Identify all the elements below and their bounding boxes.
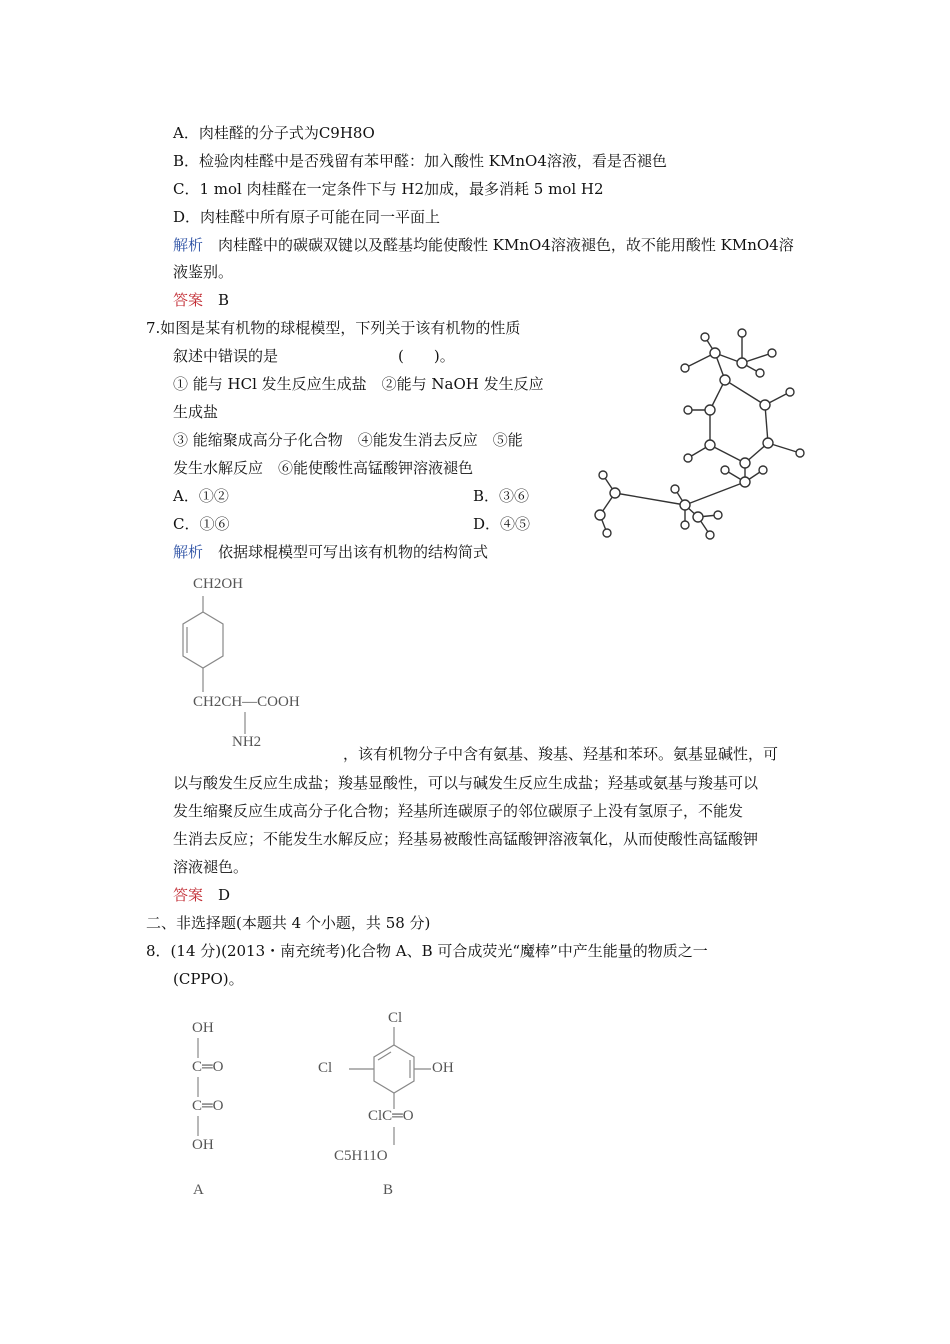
struct-nh2: NH2 <box>232 734 262 750</box>
q6-option-d: D．肉桂醛中所有原子可能在同一平面上 <box>173 208 441 226</box>
compound-a-label: A <box>193 1182 204 1198</box>
compound-a-carbonyl-2: C═O <box>192 1098 224 1114</box>
analysis-label: 解析 <box>173 543 204 561</box>
q7-option-d: D．④⑤ <box>473 515 531 533</box>
compound-a-oh-bottom: OH <box>192 1137 214 1153</box>
q6-option-a: A．肉桂醛的分子式为C9H8O <box>173 124 375 142</box>
q6-option-c: C．1 mol 肉桂醛在一定条件下与 H2加成，最多消耗 5 mol H2 <box>173 180 604 198</box>
compound-a-carbonyl-1: C═O <box>192 1059 224 1075</box>
q7-stem-line-2: 叙述中错误的是 ( )。 <box>173 347 455 365</box>
compound-b-label: B <box>383 1182 394 1198</box>
compound-b-acyl-chloride: ClC═O <box>368 1108 414 1124</box>
compound-b-cl-left: Cl <box>318 1060 333 1076</box>
q7-analysis-line-1: ，该有机物分子中含有氨基、羧基、羟基和苯环。氨基显碱性，可 <box>343 745 779 763</box>
struct-chain: CH2CH—COOH <box>193 694 300 710</box>
amine-bond <box>235 712 255 736</box>
compound-b-ring <box>335 1025 435 1150</box>
q7-option-c: C．①⑥ <box>173 515 230 533</box>
compound-a-bonds <box>190 1036 210 1138</box>
compound-b-cl-top: Cl <box>388 1010 403 1026</box>
q6-analysis-line-2: 液鉴别。 <box>173 263 234 281</box>
q7-analysis-line-3: 发生缩聚反应生成高分子化合物；羟基所连碳原子的邻位碳原子上没有氢原子，不能发 <box>173 802 744 820</box>
analysis-text: 依据球棍模型可写出该有机物的结构简式 <box>218 543 489 561</box>
q6-analysis-line-1 <box>173 235 794 255</box>
q8-stem-line-2: (CPPO)。 <box>173 970 244 988</box>
q7-analysis-line-2: 以与酸发生反应生成盐；羧基显酸性，可以与碱发生反应生成盐；羟基或氨基与羧基可以 <box>173 774 759 792</box>
q7-stem-line-1: 7.如图是某有机物的球棍模型，下列关于该有机物的性质 <box>146 319 521 337</box>
answer-value: B <box>218 291 230 309</box>
q7-option-a: A．①② <box>173 487 229 505</box>
q7-item-line-3: ③ 能缩聚成高分子化合物 ④能发生消去反应 ⑤能 <box>173 431 523 449</box>
compound-b-oh: OH <box>432 1060 454 1076</box>
q7-item-line-4: 发生水解反应 ⑥能使酸性高锰酸钾溶液褪色 <box>173 459 474 477</box>
analysis-text: 肉桂醛中的碳碳双键以及醛基均能使酸性 KMnO4溶液褪色，故不能用酸性 KMnO4溶 <box>218 236 794 254</box>
q7-answer <box>173 885 230 905</box>
compound-a-oh-top: OH <box>192 1020 214 1036</box>
q8-stem-line-1: 8．(14 分)(2013・南充统考)化合物 A、B 可合成荧光“魔棒”中产生能量的物质之一 <box>146 942 708 960</box>
q6-answer <box>173 290 229 310</box>
q7-analysis-line-4: 生消去反应；不能发生水解反应；羟基易被酸性高锰酸钾溶液氧化，从而使酸性高锰酸钾 <box>173 830 759 848</box>
ball-and-stick-model <box>585 325 835 545</box>
q7-item-line-1: ① 能与 HCl 发生反应生成盐 ②能与 NaOH 发生反应 <box>173 375 544 393</box>
compound-b-ester: C5H11O <box>334 1148 388 1164</box>
q7-analysis-line-5: 溶液褪色。 <box>173 858 249 876</box>
answer-label: 答案 <box>173 291 204 309</box>
struct-ch2oh: CH2OH <box>193 576 244 592</box>
answer-value: D <box>218 886 231 904</box>
section-heading: 二、非选择题(本题共 4 个小题，共 58 分) <box>146 914 431 932</box>
q6-option-b: B．检验肉桂醛中是否残留有苯甲醛：加入酸性 KMnO4溶液，看是否褪色 <box>173 152 667 170</box>
q7-option-b: B．③⑥ <box>473 487 530 505</box>
q7-analysis-lead <box>173 542 488 562</box>
analysis-label: 解析 <box>173 236 204 254</box>
benzene-ring <box>176 594 236 694</box>
q7-item-line-2: 生成盐 <box>173 403 219 421</box>
answer-label: 答案 <box>173 886 204 904</box>
